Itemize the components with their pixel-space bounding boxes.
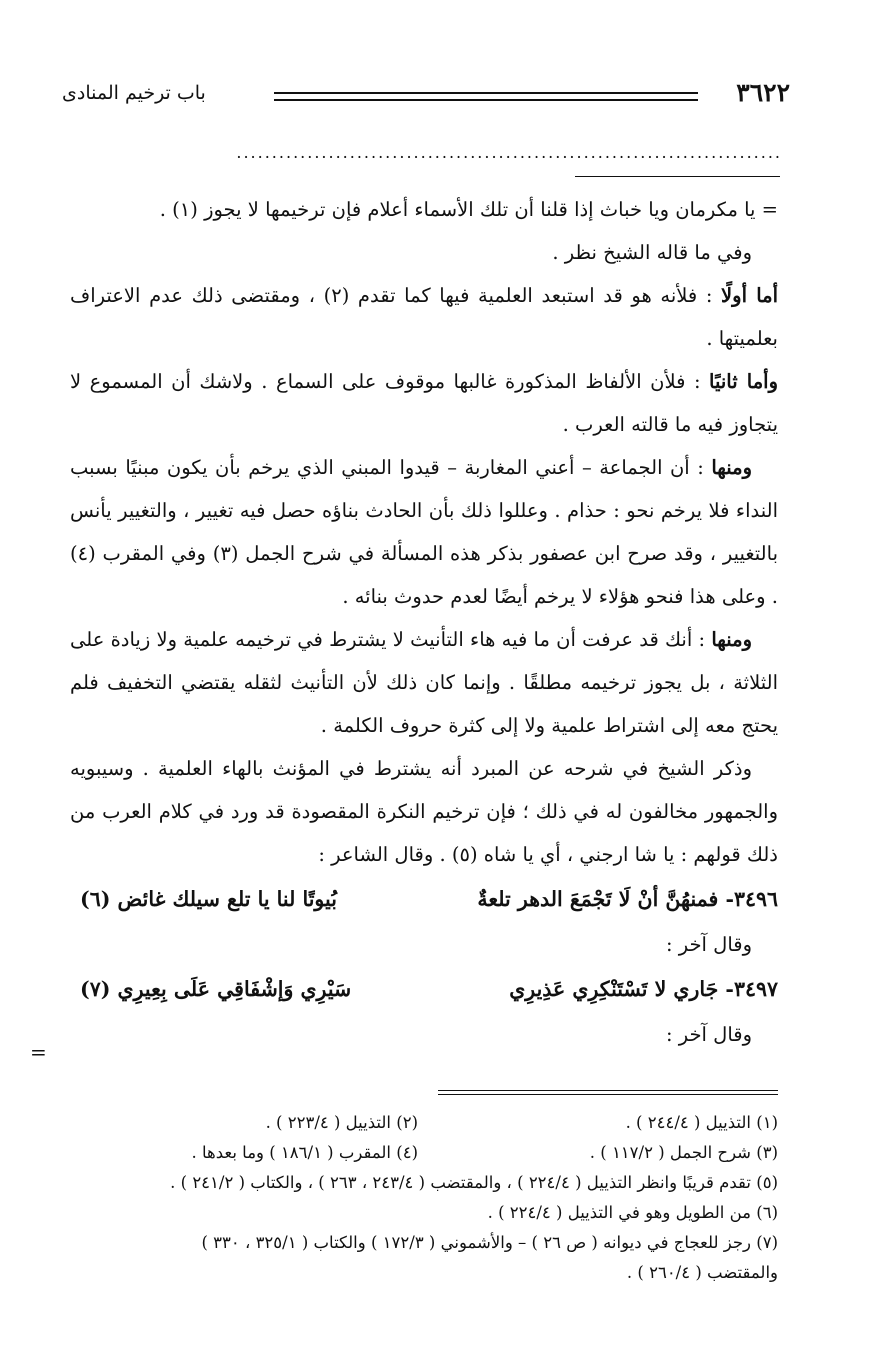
footnote-row-1: [58, 1108, 778, 1138]
footnote-row-2: [58, 1138, 778, 1168]
said-another-1: وقال آخر :: [665, 933, 752, 956]
footnote-6: (٦) من الطويل وهو في التذييل ( ٢٢٤/٤ ) .: [487, 1203, 778, 1222]
paragraph-6-lead: ومنها: [711, 628, 752, 651]
paragraph-3-text: : فلأنه هو قد استبعد العلمية فيها كما تقدم (٢) ، ومقتضى ذلك عدم الاعتراف بعلميتها .: [70, 284, 778, 350]
verse-3496-second-hemistich: بُيوتًا لنا يا تلع سيلك غائض (٦): [80, 887, 337, 911]
footnote-2: (٢) التذييل ( ٢٢٣/٤ ) .: [265, 1113, 418, 1132]
paragraph-3-lead: أما أولًا: [721, 284, 778, 307]
footnote-7-continued: والمقتضب ( ٢٦٠/٤ ) .: [626, 1263, 778, 1282]
paragraph-6-text: : أنك قد عرفت أن ما فيه هاء التأنيث لا يشترط في ترخيمه علمية ولا زيادة على الثلاثة ، بل يجوز ترخيمه مطلقًا . وإنما كان ذلك لأن التأنيث لثقله يقتضي التخفيف فلم يحتج معه إلى اشتراط علمية ولا إلى كثرة حروف الكلمة .: [70, 628, 778, 737]
paragraph-5-text: : أن الجماعة – أعني المغاربة – قيدوا المبني الذي يرخم بأن يكون مبنيًا بسبب النداء فلا يرخم نحو : حذام . وعللوا ذلك بأن الحادث بناؤه حصل فيه تغيير ، والتغيير يأنس بالتغيير ، وقد صرح ابن عصفور بذكر هذه المسألة في شرح الجمل (٣) وفي المقرب (٤) . وعلى هذا فنحو هؤلاء لا يرخم أيضًا لعدم حدوث بنائه .: [70, 456, 778, 608]
continuation-mark: =: [30, 1040, 47, 1064]
verse-3496-first-hemistich: ٣٤٩٦- فمنهُنَّ أنْ لَا تَجْمَعَ الدهر تلعةٌ: [477, 887, 778, 911]
verse-3497-second-hemistich: سَيْرِي وَإشْفَاقِي عَلَى بِعِيرِي (٧): [80, 977, 352, 1001]
header-rule: [274, 92, 698, 101]
paragraph-7: وذكر الشيخ في شرحه عن المبرد أنه يشترط في المؤنث بالهاء العلمية . وسيبويه والجمهور مخالفون له في ذلك ؛ فإن ترخيم النكرة المقصودة قد ورد في كلام العرب من ذلك قولهم : يا شا ارجني ، أي يا شاه (٥) . وقال الشاعر :: [70, 757, 778, 866]
footnote-3: (٣) شرح الجمل ( ١١٧/٢ ) .: [589, 1143, 778, 1162]
verse-3496: [70, 876, 778, 923]
verse-3497: [70, 966, 778, 1013]
paragraph-4: [70, 360, 778, 446]
footnotes: [58, 1108, 778, 1288]
page-header: [62, 78, 790, 114]
paragraph-1: = يا مكرمان ويا خباث إذا قلنا أن تلك الأسماء أعلام فإن ترخيمها لا يجوز (١) .: [159, 198, 778, 221]
paragraph-2: وفي ما قاله الشيخ نظر .: [552, 241, 752, 264]
paragraph-3: [70, 274, 778, 360]
footnote-4: (٤) المقرب ( ١٨٦/١ ) وما بعدها .: [191, 1143, 418, 1162]
footnote-rule: [438, 1090, 778, 1095]
verse-3497-first-hemistich: ٣٤٩٧- جَاري لا تَسْتَنْكِرِي عَذِيرِي: [509, 977, 778, 1001]
page-number: ٣٦٢٢: [736, 78, 790, 107]
chapter-title: باب ترخيم المنادى: [62, 82, 206, 104]
paragraph-6: [70, 618, 778, 747]
said-another-2: وقال آخر :: [665, 1023, 752, 1046]
footnote-1: (١) التذييل ( ٢٤٤/٤ ) .: [625, 1113, 778, 1132]
paragraph-5: [70, 446, 778, 618]
continuation-rule: [575, 176, 780, 177]
dotted-separator: .............................................................................: [236, 143, 782, 162]
footnote-7: (٧) رجز للعجاج في ديوانه ( ص ٢٦ ) – والأشموني ( ١٧٢/٣ ) والكتاب ( ٣٢٥/١ ، ٣٣٠ ): [201, 1233, 778, 1252]
paragraph-5-lead: ومنها: [711, 456, 752, 479]
paragraph-4-lead: وأما ثانيًا: [709, 370, 778, 393]
paragraph-4-text: : فلأن الألفاظ المذكورة غالبها موقوف على السماع . ولاشك أن المسموع لا يتجاوز فيه ما قالته العرب .: [70, 370, 778, 436]
main-text: [70, 188, 778, 1056]
footnote-5: (٥) تقدم قريبًا وانظر التذييل ( ٢٢٤/٤ ) ، والمقتضب ( ٢٤٣/٤ ، ٢٦٣ ) ، والكتاب ( ٢٤١/٢ ) .: [170, 1173, 778, 1192]
